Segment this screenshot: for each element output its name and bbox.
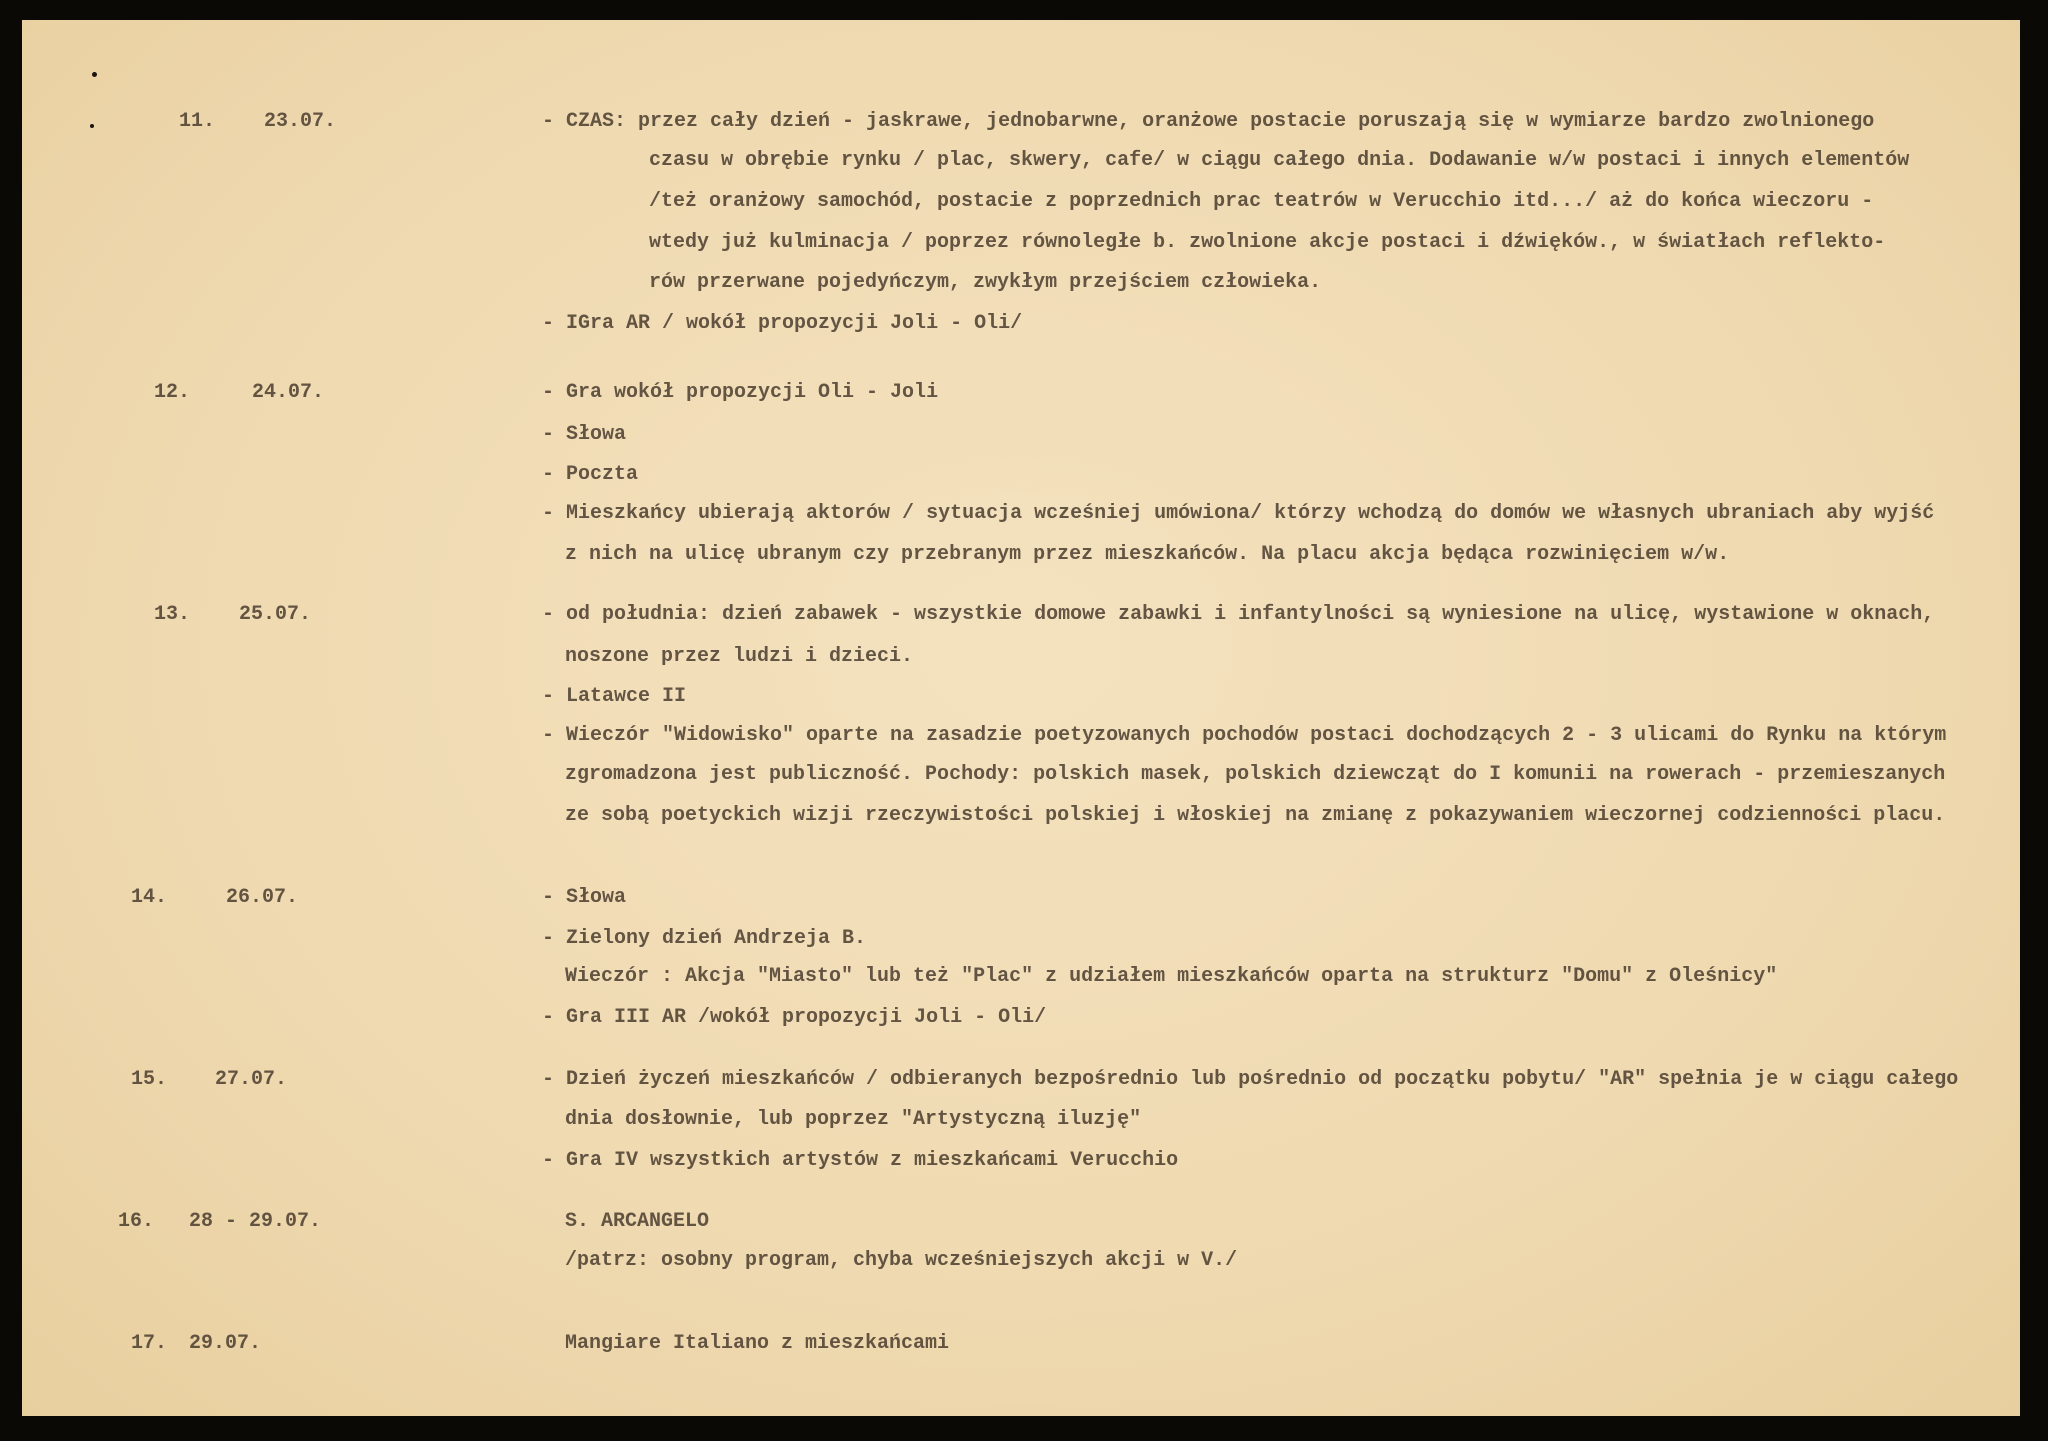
punch-mark	[90, 124, 94, 128]
entry-number: 15.	[131, 1068, 168, 1091]
entry-number: 16.	[118, 1210, 155, 1233]
entry-line: - CZAS: przez cały dzień - jaskrawe, jednobarwne, oranżowe postacie poruszają się w wymiarze bardzo zwolnionego	[542, 110, 1875, 133]
entry-line: /też oranżowy samochód, postacie z poprzednich prac teatrów w Verucchio itd.../ aż do końca wieczoru -	[649, 190, 1874, 213]
entry-line: - Poczta	[542, 463, 639, 486]
entry-line: noszone przez ludzi i dzieci.	[565, 645, 914, 668]
entry-line: Wieczór : Akcja "Miasto" lub też "Plac" z udziałem mieszkańców oparta na strukturz "Domu" z Oleśnicy"	[565, 965, 1778, 988]
entry-date: 29.07.	[189, 1332, 262, 1355]
entry-number: 13.	[154, 603, 191, 626]
entry-line: S. ARCANGELO	[565, 1210, 710, 1233]
entry-date: 25.07.	[239, 603, 312, 626]
entry-number: 11.	[179, 110, 216, 133]
entry-date: 26.07.	[226, 886, 299, 909]
entry-line: - Gra wokół propozycji Oli - Joli	[542, 381, 939, 404]
entry-line: - od południa: dzień zabawek - wszystkie domowe zabawki i infantylności są wyniesione na ulicę, wystawione w oknach,	[542, 603, 1935, 626]
entry-line: zgromadzona jest publiczność. Pochody: polskich masek, polskich dziewcząt do I komunii na rowerach - przemieszanych	[565, 763, 1946, 786]
entry-line: wtedy już kulminacja / poprzez równoległe b. zwolnione akcje postaci i dźwięków., w światłach reflekto-	[649, 231, 1886, 254]
entry-line: - Gra III AR /wokół propozycji Joli - Oli/	[542, 1006, 1047, 1029]
entry-line: - Dzień życzeń mieszkańców / odbieranych bezpośrednio lub pośrednio od początku pobytu/ "AR" spełnia je w ciągu całego	[542, 1068, 1959, 1091]
entry-line: - Słowa	[542, 886, 627, 909]
entry-number: 14.	[131, 886, 168, 909]
typewritten-page	[22, 20, 2020, 1416]
entry-line: Mangiare Italiano z mieszkańcami	[565, 1332, 950, 1355]
entry-line: z nich na ulicę ubranym czy przebranym przez mieszkańców. Na placu akcja będąca rozwinięciem w/w.	[565, 543, 1730, 566]
entry-line: - Słowa	[542, 423, 627, 446]
entry-date: 24.07.	[252, 381, 325, 404]
entry-line: - Latawce II	[542, 685, 687, 708]
entry-line: czasu w obrębie rynku / plac, skwery, cafe/ w ciągu całego dnia. Dodawanie w/w postaci i innych elementów	[649, 149, 1910, 172]
entry-line: - IGra AR / wokół propozycji Joli - Oli/	[542, 312, 1023, 335]
entry-date: 23.07.	[264, 110, 337, 133]
entry-line: - Mieszkańcy ubierają aktorów / sytuacja wcześniej umówiona/ którzy wchodzą do domów we własnych ubraniach aby wyjść	[542, 502, 1935, 525]
entry-line: dnia dosłownie, lub poprzez "Artystyczną iluzję"	[565, 1108, 1142, 1131]
entry-line: - Gra IV wszystkich artystów z mieszkańcami Verucchio	[542, 1149, 1179, 1172]
entry-line: - Zielony dzień Andrzeja B.	[542, 927, 867, 950]
entry-line: /patrz: osobny program, chyba wcześniejszych akcji w V./	[565, 1249, 1238, 1272]
entry-number: 17.	[131, 1332, 168, 1355]
entry-line: rów przerwane pojedyńczym, zwykłym przejściem człowieka.	[649, 271, 1322, 294]
entry-date: 28 - 29.07.	[189, 1210, 322, 1233]
entry-date: 27.07.	[215, 1068, 288, 1091]
entry-number: 12.	[154, 381, 191, 404]
entry-line: - Wieczór "Widowisko" oparte na zasadzie poetyzowanych pochodów postaci dochodzących 2 - 3 ulicami do Rynku na którym	[542, 724, 1947, 747]
entry-line: ze sobą poetyckich wizji rzeczywistości polskiej i włoskiej na zmianę z pokazywaniem wieczornej codzienności placu.	[565, 804, 1946, 827]
punch-mark	[92, 72, 97, 77]
